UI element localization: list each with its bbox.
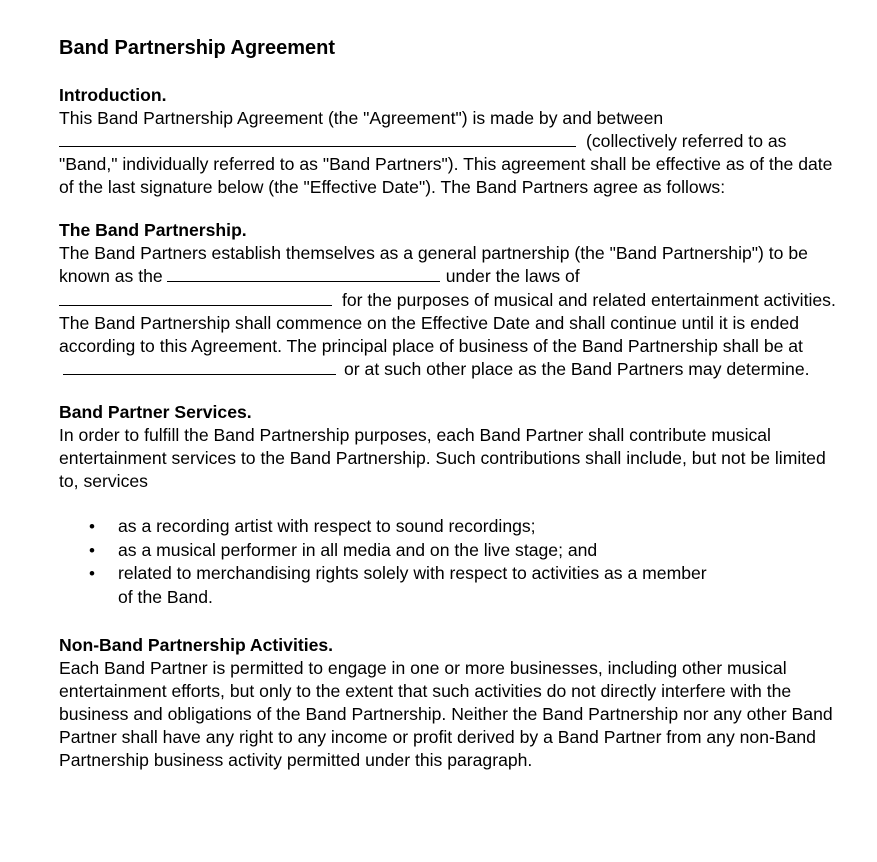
services-paragraph: In order to fulfill the Band Partnership purposes, each Band Partner shall contribute musical entertainment services to the Band Partnership. Such contributions shall include, but not be limited to, services	[59, 424, 826, 492]
section-non-band-activities	[59, 634, 849, 772]
list-item	[59, 562, 718, 609]
section-band-partnership	[59, 219, 849, 381]
introduction-text-2: (collectively referred to as "Band," individually referred to as "Band Partners"). This agreement shall be effective as of the date of the last signature below (the "Effective Date"). The Band Partners agree as follows:	[59, 131, 833, 198]
section-band-partner-services	[59, 401, 849, 610]
governing-law-blank-field[interactable]	[59, 289, 332, 306]
place-of-business-blank-field[interactable]	[63, 358, 336, 375]
list-item	[59, 515, 718, 539]
band-partnership-text-4: or at such other place as the Band Partners may determine.	[344, 358, 810, 379]
bullet-text: related to merchandising rights solely with respect to activities as a member of the Band.	[118, 563, 707, 607]
band-partnership-text-3: for the purposes of musical and related entertainment activities. The Band Partnership shall commence on the Effective Date and shall continue until it is ended according to this Agreement. The principal place of business of the Band Partnership shall be at	[59, 289, 836, 356]
bullet-text: as a recording artist with respect to sound recordings;	[118, 516, 536, 537]
parties-blank-field[interactable]	[59, 130, 576, 147]
bullet-text: as a musical performer in all media and on the live stage; and	[118, 539, 598, 560]
introduction-paragraph	[59, 107, 849, 199]
introduction-text-1: This Band Partnership Agreement (the "Agreement") is made by and between	[59, 108, 664, 128]
band-partnership-heading: The Band Partnership.	[59, 220, 247, 241]
bullet-icon: •	[89, 564, 95, 584]
bullet-icon: •	[89, 517, 95, 537]
non-band-paragraph: Each Band Partner is permitted to engage in one or more businesses, including other musical entertainment efforts, but only to the extent that such activities do not directly interfere with the business and obligations of the Band Partnership. Neither the Band Partnership nor any other Band Partner shall have any right to any income or profit derived by a Band Partner from any non-Band Partnership business activity permitted under this paragraph.	[59, 657, 833, 770]
band-name-blank-field[interactable]	[167, 265, 440, 282]
list-item	[59, 539, 718, 563]
document-title: Band Partnership Agreement	[59, 37, 335, 59]
non-band-heading: Non-Band Partnership Activities.	[59, 634, 334, 655]
band-partnership-paragraph	[59, 242, 849, 381]
services-bullet-list	[59, 515, 849, 609]
section-introduction	[59, 84, 849, 199]
introduction-heading: Introduction.	[59, 85, 167, 105]
bullet-icon: •	[89, 540, 95, 560]
band-partnership-text-2: under the laws of	[445, 266, 580, 287]
document-page	[59, 34, 849, 792]
band-partnership-text-1: The Band Partners establish themselves as a general partnership (the "Band Partnership") to be known as the	[59, 243, 808, 287]
services-heading: Band Partner Services.	[59, 401, 252, 422]
